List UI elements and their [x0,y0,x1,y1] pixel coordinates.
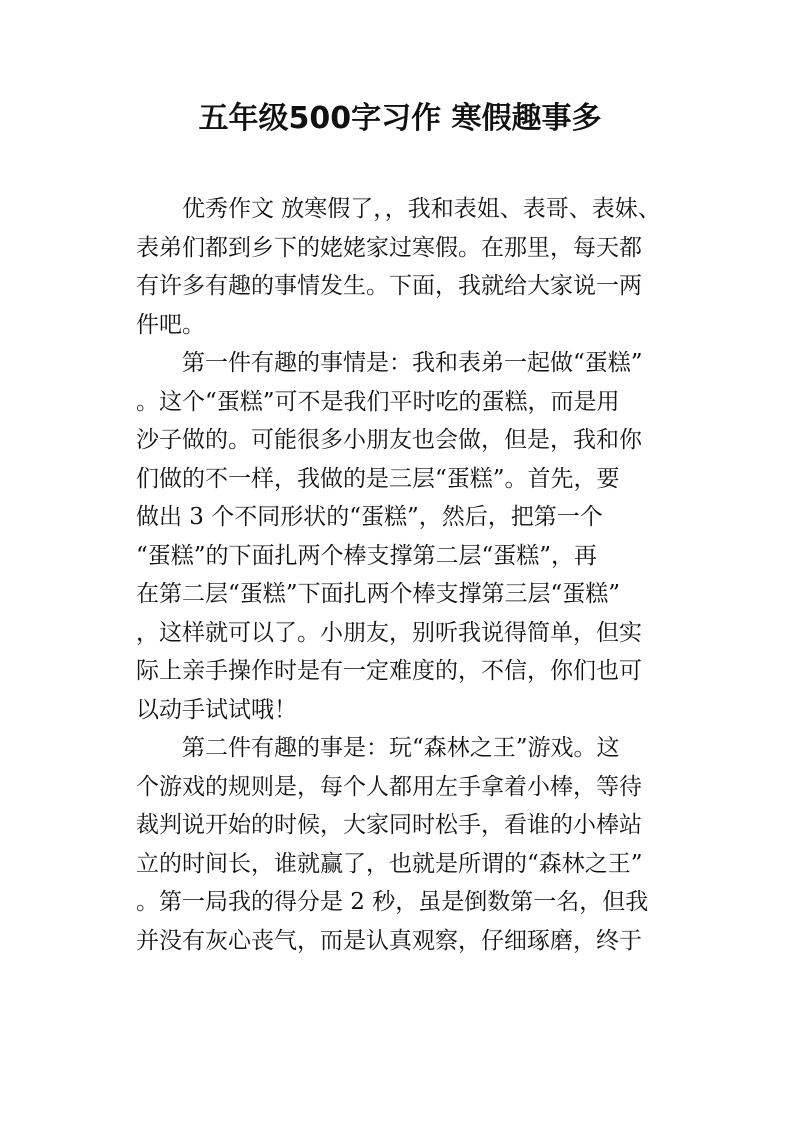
text-line: 个游戏的规则是，每个人都用左手拿着小棒，等待 [136,773,642,800]
text-line: 并没有灰心丧气，而是认真观察，仔细琢磨，终于 [136,927,642,954]
text-line: 第二件有趣的事是：玩“森林之王”游戏。这 [182,735,620,761]
text-line: 沙子做的。可能很多小朋友也会做，但是，我和你 [136,427,642,453]
text-line: 们做的不一样，我做的是三层“蛋糕”。首先，要 [136,465,620,492]
text-line: 际上亲手操作时是有一定难度的，不信，你们也可 [136,658,642,684]
text-line: 做出 3 个不同形状的“蛋糕”，然后，把第一个 [136,504,603,530]
text-line: “蛋糕”的下面扎两个棒支撑第二层“蛋糕”，再 [136,542,598,569]
document-title: 五年级500字习作 寒假趣事多 [198,101,602,136]
text-line: 裁判说开始的时候，大家同时松手，看谁的小棒站 [136,812,642,838]
text-line: 。第一局我的得分是 2 秒，虽是倒数第一名，但我 [136,889,649,915]
text-line: 以动手试试哦！ [136,696,297,723]
text-line: 第一件有趣的事情是：我和表弟一起做“蛋糕” [182,350,643,376]
text-line: 优秀作文 放寒假了，，我和表姐、表哥、表妹、 [182,196,661,222]
text-line: 。这个“蛋糕”可不是我们平时吃的蛋糕，而是用 [136,388,620,415]
text-line: 在第二层“蛋糕”下面扎两个棒支撑第三层“蛋糕” [136,581,621,607]
text-line: 件吧。 [136,311,205,338]
text-line: 有许多有趣的事情发生。下面，我就给大家说一两 [136,273,642,299]
text-line: 立的时间长，谁就赢了，也就是所谓的“森林之王” [136,850,643,877]
text-line: 表弟们都到乡下的姥姥家过寒假。在那里，每天都 [136,234,642,261]
text-line: ，这样就可以了。小朋友，别听我说得简单，但实 [136,619,642,646]
document-body [136,190,676,960]
